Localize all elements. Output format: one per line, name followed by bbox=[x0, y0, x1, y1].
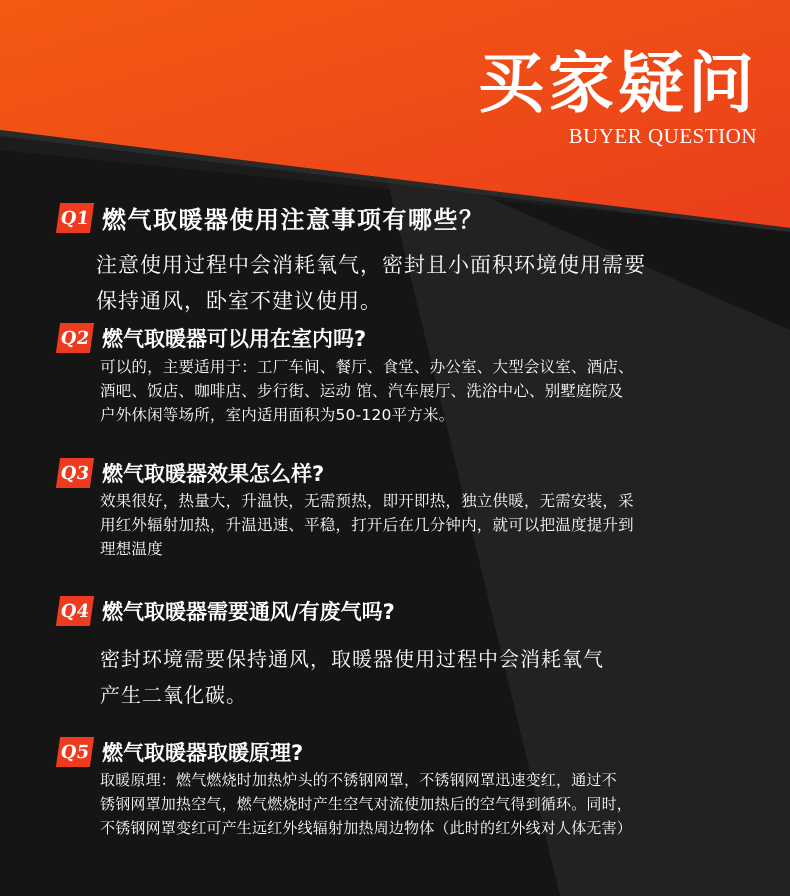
answer-line: 保持通风，卧室不建议使用。 bbox=[96, 289, 382, 313]
question-row bbox=[58, 323, 366, 353]
page-title: 买家疑问 bbox=[478, 44, 758, 122]
answer-line: 密封环境需要保持通风，取暖器使用过程中会消耗氧气 bbox=[100, 647, 604, 671]
answer-line: 锈钢网罩加热空气，燃气燃烧时产生空气对流使加热后的空气得到循环。同时， bbox=[100, 795, 633, 813]
answer-line: 不锈钢网罩变红可产生远红外线辐射加热周边物体（此时的红外线对人体无害） bbox=[100, 819, 633, 837]
question-badge: Q5 bbox=[56, 737, 94, 767]
answer-line: 可以的，主要适用于：工厂车间、餐厅、食堂、办公室、大型会议室、酒店、 bbox=[100, 358, 634, 376]
answer-text bbox=[100, 641, 604, 713]
answer-text bbox=[100, 489, 634, 561]
question-text: 燃气取暖器需要通风/有废气吗? bbox=[102, 600, 395, 624]
question-badge: Q1 bbox=[56, 203, 94, 233]
question-text: 燃气取暖器使用注意事项有哪些？ bbox=[102, 206, 485, 234]
answer-line: 户外休闲等场所，室内适用面积为50-120平方米。 bbox=[100, 406, 455, 424]
question-row bbox=[58, 200, 485, 235]
page-subtitle: BUYER QUESTION bbox=[568, 124, 757, 148]
question-text: 燃气取暖器效果怎么样? bbox=[102, 462, 325, 486]
answer-text bbox=[96, 247, 646, 319]
question-badge: Q4 bbox=[56, 596, 94, 626]
question-text: 燃气取暖器可以用在室内吗? bbox=[102, 327, 367, 351]
question-badge: Q3 bbox=[56, 458, 94, 488]
answer-line: 酒吧、饭店、咖啡店、步行街、运动 馆、汽车展厅、洗浴中心、别墅庭院及 bbox=[100, 382, 624, 400]
answer-line: 产生二氧化碳。 bbox=[100, 683, 247, 707]
answer-line: 取暖原理：燃气燃烧时加热炉头的不锈钢网罩，不锈钢网罩迅速变红，通过不 bbox=[100, 771, 617, 789]
question-text: 燃气取暖器取暖原理? bbox=[102, 741, 304, 765]
answer-line: 注意使用过程中会消耗氧气，密封且小面积环境使用需要 bbox=[96, 253, 646, 277]
answer-text bbox=[100, 768, 632, 840]
question-badge: Q2 bbox=[56, 323, 94, 353]
answer-text bbox=[100, 355, 634, 427]
question-row bbox=[58, 737, 303, 767]
question-row bbox=[58, 458, 324, 488]
answer-line: 理想温度 bbox=[100, 540, 163, 558]
question-row bbox=[58, 596, 395, 626]
answer-line: 用红外辐射加热，升温迅速、平稳，打开后在几分钟内，就可以把温度提升到 bbox=[100, 516, 634, 534]
answer-line: 效果很好，热量大，升温快，无需预热，即开即热，独立供暖，无需安装，采 bbox=[100, 492, 634, 510]
